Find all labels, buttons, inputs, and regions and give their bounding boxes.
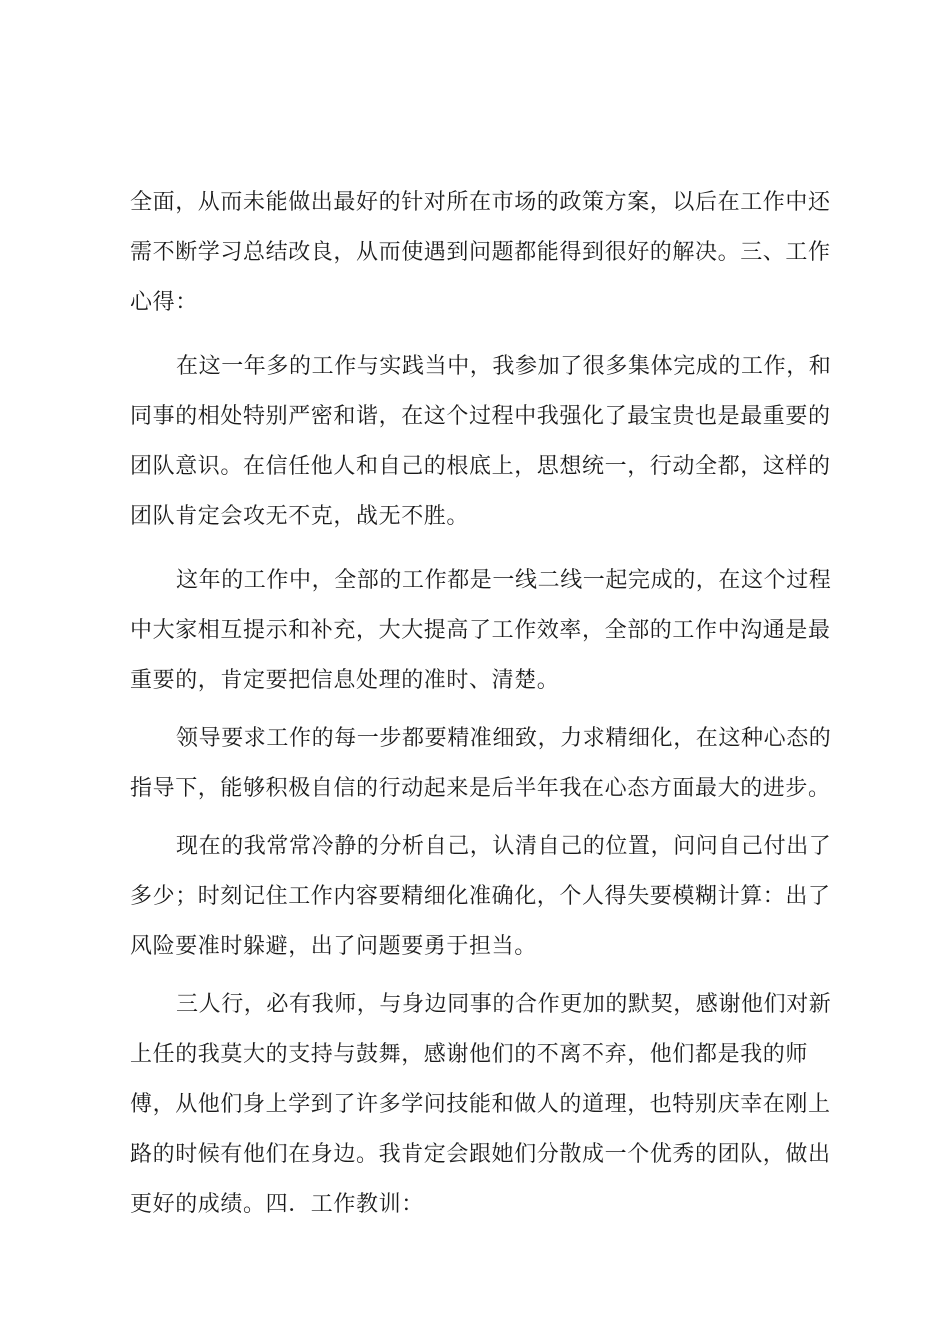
paragraph-2: [130, 342, 830, 542]
document-body: [130, 178, 830, 1230]
text-line: 在这一年多的工作与实践当中，我参加了很多集体完成的工作，和: [176, 354, 832, 379]
text-line: 重要的，肯定要把信息处理的准时、清楚。: [130, 668, 560, 693]
text-line: 上任的我莫大的支持与鼓舞，感谢他们的不离不弃，他们都是我的师: [130, 1042, 809, 1067]
paragraph-4: [130, 714, 830, 814]
text-line: 多少；时刻记住工作内容要精细化准确化，个人得失要模糊计算：出了: [130, 884, 831, 909]
text-line: 团队意识。在信任他人和自己的根底上，思想统一，行动全都，这样的: [130, 454, 831, 479]
text-line: 团队肯定会攻无不克，战无不胜。: [130, 504, 470, 529]
text-line: 领导要求工作的每一步都要精准细致，力求精细化，在这种心态的: [176, 726, 832, 751]
paragraph-1: [130, 178, 830, 328]
text-line: 心得：: [130, 290, 198, 315]
paragraph-3: [130, 556, 830, 706]
text-line: 需不断学习总结改良，从而使遇到问题都能得到很好的解决。三、工作: [130, 240, 831, 265]
text-line: 这年的工作中，全部的工作都是一线二线一起完成的，在这个过程: [176, 568, 832, 593]
text-line: 指导下，能够积极自信的行动起来是后半年我在心态方面最大的进步。: [130, 776, 831, 801]
text-line: 中大家相互提示和补充，大大提高了工作效率，全部的工作中沟通是最: [130, 618, 831, 643]
text-line: 路的时候有他们在身边。我肯定会跟她们分散成一个优秀的团队，做出: [130, 1142, 831, 1167]
text-line: 三人行，必有我师，与身边同事的合作更加的默契，感谢他们对新: [176, 992, 832, 1017]
text-line: 同事的相处特别严密和谐，在这个过程中我强化了最宝贵也是最重要的: [130, 404, 831, 429]
text-line: 全面，从而未能做出最好的针对所在市场的政策方案，以后在工作中还: [130, 190, 831, 215]
text-line: 傅，从他们身上学到了许多学问技能和做人的道理，也特别庆幸在刚上: [130, 1092, 831, 1117]
paragraph-6: [130, 980, 830, 1230]
text-line: 风险要准时躲避，出了问题要勇于担当。: [130, 934, 537, 959]
paragraph-5: [130, 822, 830, 972]
text-line: 现在的我常常冷静的分析自己，认清自己的位置，问问自己付出了: [176, 834, 832, 859]
text-line: 更好的成绩。四．工作教训：: [130, 1192, 424, 1217]
